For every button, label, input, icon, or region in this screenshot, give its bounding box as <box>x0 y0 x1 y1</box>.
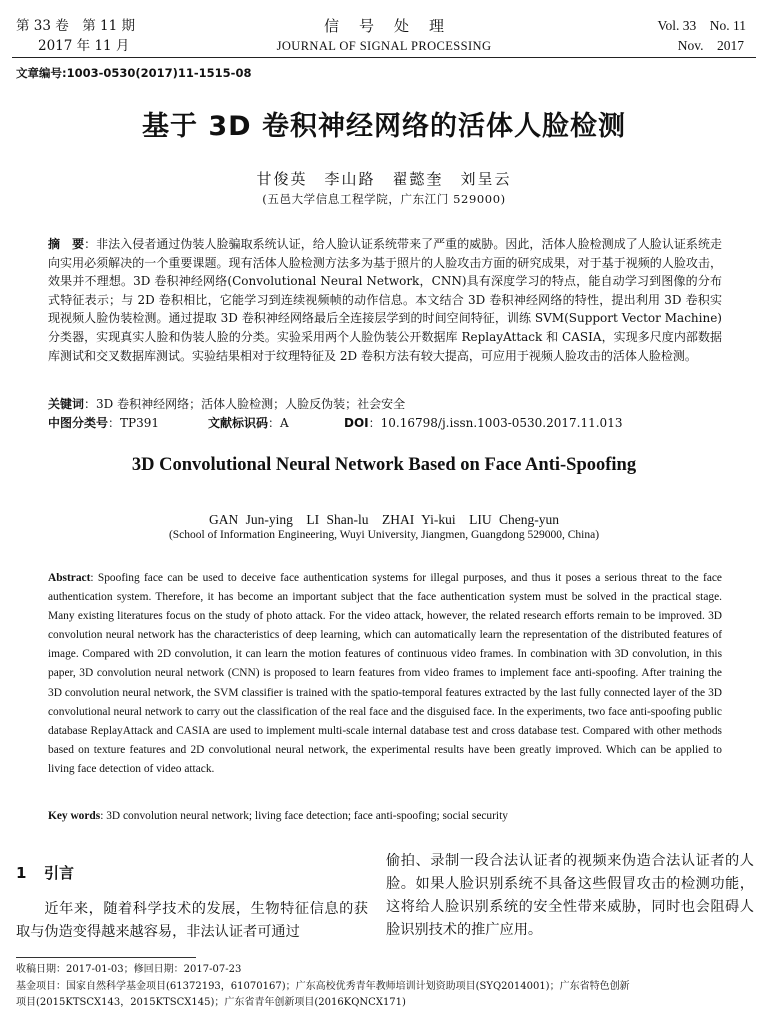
footnotes <box>16 962 756 1012</box>
keywords-cn-text: ：3D 卷积神经网络；活体人脸检测；人脸反伪装；社会安全 <box>84 397 406 411</box>
doi-value: ：10.16798/j.issn.1003-0530.2017.11.013 <box>368 416 623 430</box>
abstract-cn-label: 摘 要 <box>48 237 85 251</box>
footnote-funding-1: 基金项目：国家自然科学基金项目(61372193，61070167)；广东高校优秀青年教师培训计划资助项目(SYQ2014001)；广东省特色创新 <box>16 980 630 992</box>
volume-issue-en: Vol. 33 No. 11 <box>657 18 746 33</box>
authors-en: GAN Jun-ying LI Shan-lu ZHAI Yi-kui LIU Cheng-yun <box>209 512 559 527</box>
footnote-divider <box>16 957 196 958</box>
paper-title-cn: 基于 3D 卷积神经网络的活体人脸检测 <box>142 111 626 142</box>
footnote-funding-2: 项目(2015KTSCX143，2015KTSCX145)；广东省青年创新项目(2016KQNCX171) <box>16 997 406 1008</box>
abstract-en <box>48 569 722 779</box>
doc-code-value: ：A <box>268 416 289 430</box>
article-number: 文章编号:1003-0530(2017)11-1515-08 <box>16 66 252 80</box>
body-paragraph-left: 近年来，随着科学技术的发展，生物特征信息的获取与伪造变得越来越容易，非法认证者可通过 <box>16 901 368 940</box>
doi-label: DOI <box>344 416 369 430</box>
journal-name-en: JOURNAL OF SIGNAL PROCESSING <box>276 39 492 53</box>
body-column-right <box>386 850 754 942</box>
section-heading <box>16 858 368 888</box>
journal-name-cn: 信号处理 <box>323 17 464 35</box>
doi <box>344 414 622 431</box>
volume-issue: 第 33 卷 第 11 期 <box>16 18 136 34</box>
abstract-cn <box>48 235 722 365</box>
issue-date: 2017 年 11 月 <box>38 38 130 54</box>
affiliation-cn: (五邑大学信息工程学院，广东江门 529000) <box>262 192 506 206</box>
journal-name <box>12 16 756 56</box>
section-title: 引言 <box>44 864 75 882</box>
doc-code-label: 文献标识码 <box>208 416 269 430</box>
affiliation-en: (School of Information Engineering, Wuyi University, Jiangmen, Guangdong 529000, China) <box>168 529 600 541</box>
journal-header <box>12 14 756 58</box>
classification-row <box>48 414 722 431</box>
authors-cn: 甘俊英 李山路 翟懿奎 刘呈云 <box>256 170 512 188</box>
abstract-cn-text: ：非法入侵者通过伪装人脸骗取系统认证，给人脸认证系统带来了严重的威胁。因此，活体人脸检测成了人脸认证系统走向实用必须解决的一个重要课题。现有活体人脸检测方法多为基于照片的人脸攻击方面的研究成果，对于基于视频的人脸攻击，效果并不理想。3D 卷积神经网络(Convolutional Neural Network，CNN)具有深度学习的特点，能自动学习到图像的分布式特征表示；与 2D 卷积相比，它能学习到连续视频帧的动作信息。本文结合 3D 卷积神经网络的特性，提出利用 3D 卷积实现视频人脸伪装检测。通过提取 3D 卷积神经网络最后全连接层学到的时间空间特征，训练 SVM(Support Vector Machine)分类器，实现真实人脸和伪装人脸的分类。实验采用两个人脸伪装公开数据库 ReplayAttack 和 CASIA，实现多尺度内部数据库测试和交叉数据库测试。实验结果相对于纹理特征及 2D 卷积方法有较大提高，可应用于视频人脸攻击的活体人脸检测。 <box>48 237 722 363</box>
keywords-cn-label: 关键词 <box>48 397 85 411</box>
clc-number <box>48 414 208 431</box>
body-column-left <box>16 858 368 944</box>
abstract-en-label: Abstract <box>48 572 91 584</box>
keywords-cn <box>48 395 722 412</box>
abstract-en-text: : Spoofing face can be used to deceive face authentication systems for illegal purposes, and thus it poses a serious threat to the face authentication system. Therefore, it has become an important subject that the face authentication system must be solved in the practical stage. Many existing literatures focus on the study of photo attack. For the video attack, however, the related research efforts remain to be improved. 3D convolution neural network has the characteristics of deep learning, which can automatically learn the representation of the distributed features of image. Compared with 2D convolution, it can learn the motion features of continuous video frames. In combination with 3D convolution, in this paper, 3D convolution neural network (CNN) is proposed to learn features from video frames to implement face anti-spoofing. After training the 3D convolution neural network, the SVM classifier is trained with the spatio-temporal features extracted by the last fully connected layer of the 3D convolutional neural network to carry out the classification of the real face and the disguised face. In the experiments, two face anti-spoofing public database ReplayAttack and CASIA are used to implement multi-scale internal database test and cross database test. Compared with other methods based on texture features and 2D convolutional neural network, the experimental results have been greatly improved. Which can be applied to living face detection of video attack. <box>48 572 722 775</box>
keywords-en-label: Key words <box>48 810 101 822</box>
volume-info-en <box>657 16 746 56</box>
footnote-dates: 收稿日期：2017-01-03；修回日期：2017-07-23 <box>16 964 242 975</box>
keywords-en-text: : 3D convolution neural network; living face detection; face anti-spoofing; social security <box>100 810 508 822</box>
clc-value: ：TP391 <box>108 416 159 430</box>
keywords-en <box>48 810 722 822</box>
section-number: 1 <box>16 864 27 882</box>
issue-date-en: Nov. 2017 <box>677 38 744 53</box>
clc-label: 中图分类号 <box>48 416 109 430</box>
doc-code <box>208 414 344 431</box>
body-paragraph-right: 偷拍、录制一段合法认证者的视频来伪造合法认证者的人脸。如果人脸识别系统不具备这些假冒攻击的检测功能，这将给人脸识别系统的安全性带来威胁，同时也会阻碍人脸识别技术的推广应用。 <box>386 853 754 938</box>
paper-title-en: 3D Convolutional Neural Network Based on Face Anti-Spoofing <box>131 455 637 475</box>
